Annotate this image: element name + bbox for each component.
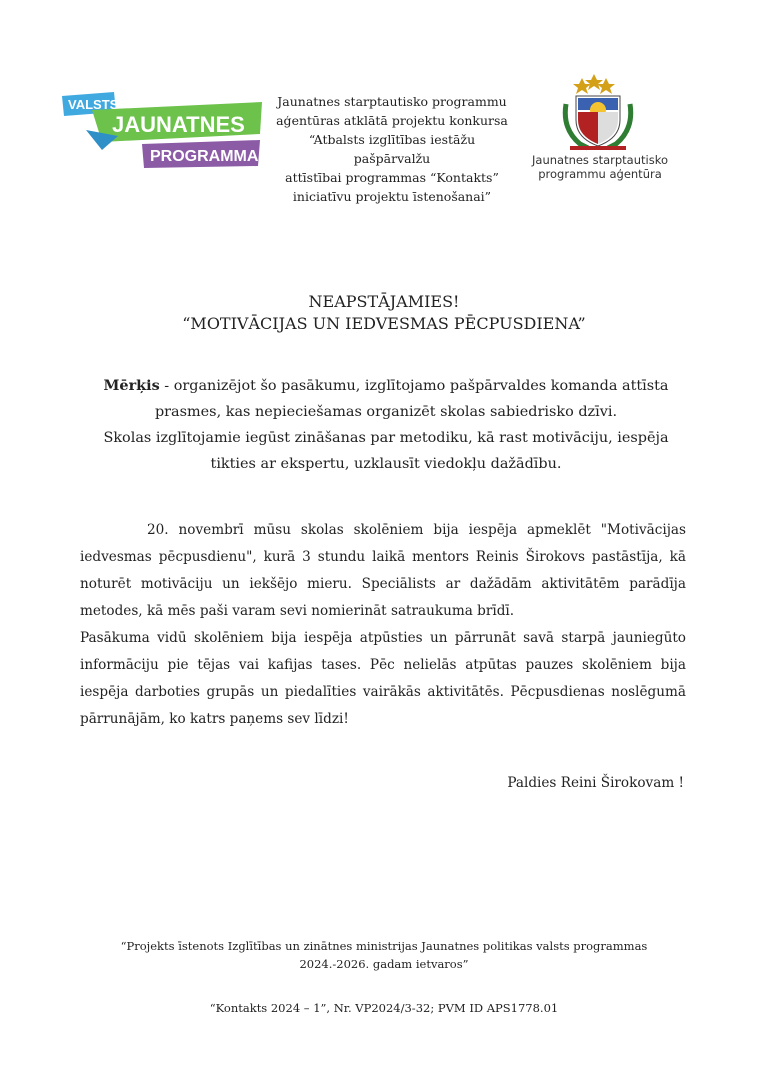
- title-line-2: “MOTIVĀCIJAS UN IEDVESMAS PĒCPUSDIENA”: [182, 314, 586, 333]
- logo-word-jaunatnes: JAUNATNES: [112, 112, 245, 137]
- header-line: iniciatīvu projektu īstenošanai”: [292, 189, 492, 204]
- document-title: [0, 291, 768, 335]
- goal-text-2: Skolas izglītojamie iegūst zināšanas par metodiku, kā rast motivāciju, iespēja tikties ar ekspertu, uzklausīt viedokļu dažādību.: [103, 430, 669, 472]
- thanks-note: Paldies Reini Širokovam !: [507, 775, 684, 791]
- goal-label: Mērķis: [103, 377, 160, 394]
- latvia-coat-of-arms-icon: [558, 74, 638, 152]
- logo-word-programma: PROGRAMMA: [150, 148, 259, 165]
- agency-name: [520, 153, 680, 181]
- contest-description: [272, 92, 512, 206]
- paragraph: Pasākuma vidū skolēniem bija iespēja atpūsties un pārrunāt savā starpā jauniegūto informāciju pie tējas vai kafijas tases. Pēc nelielās atpūtas pauzes skolēniem bija iespēja darboties grupās un piedalīties vairākās aktivitātēs. Pēcpusdienas noslēgumā pārrunājām, ko katrs paņems sev līdzi!: [80, 630, 686, 727]
- footer-line: “Projekts īstenots Izglītības un zinātnes ministrijas Jaunatnes politikas valsts programmas: [120, 939, 648, 953]
- goal-section: [80, 373, 692, 477]
- funding-note: [0, 937, 768, 973]
- header-line: attīstībai programmas “Kontakts”: [285, 170, 499, 185]
- valsts-jaunatnes-programma-logo: [62, 90, 262, 168]
- goal-text-1: - organizējot šo pasākumu, izglītojamo pašpārvaldes komanda attīsta prasmes, kas nepieciešamas organizēt skolas sabiedrisko dzīvi.: [154, 378, 669, 420]
- header-line: Jaunatnes starptautisko programmu: [277, 94, 507, 109]
- header-line: “Atbalsts izglītības iestāžu pašpārvalžu: [308, 132, 476, 166]
- article-body: [80, 517, 686, 733]
- project-id: “Kontakts 2024 – 1”, Nr. VP2024/3-32; PVM ID APS1778.01: [209, 1001, 559, 1015]
- footer-line: 2024.-2026. gadam ietvaros”: [299, 957, 469, 971]
- logo-word-valsts: VALSTS: [68, 97, 119, 112]
- agency-line: programmu aģentūra: [538, 167, 662, 181]
- agency-line: Jaunatnes starptautisko: [532, 153, 668, 167]
- paragraph: 20. novembrī mūsu skolas skolēniem bija iespēja apmeklēt "Motivācijas iedvesmas pēcpusdienu", kurā 3 stundu laikā mentors Reinis Širokovs pastāstīja, kā noturēt motivāciju un iekšējo mieru. Speciālists ar dažādām aktivitātēm parādīja metodes, kā mēs paši varam sevi nomierināt satraukuma brīdī.: [80, 522, 686, 619]
- title-line-1: NEAPSTĀJAMIES!: [308, 292, 460, 311]
- header-line: aģentūras atklātā projektu konkursa: [276, 113, 508, 128]
